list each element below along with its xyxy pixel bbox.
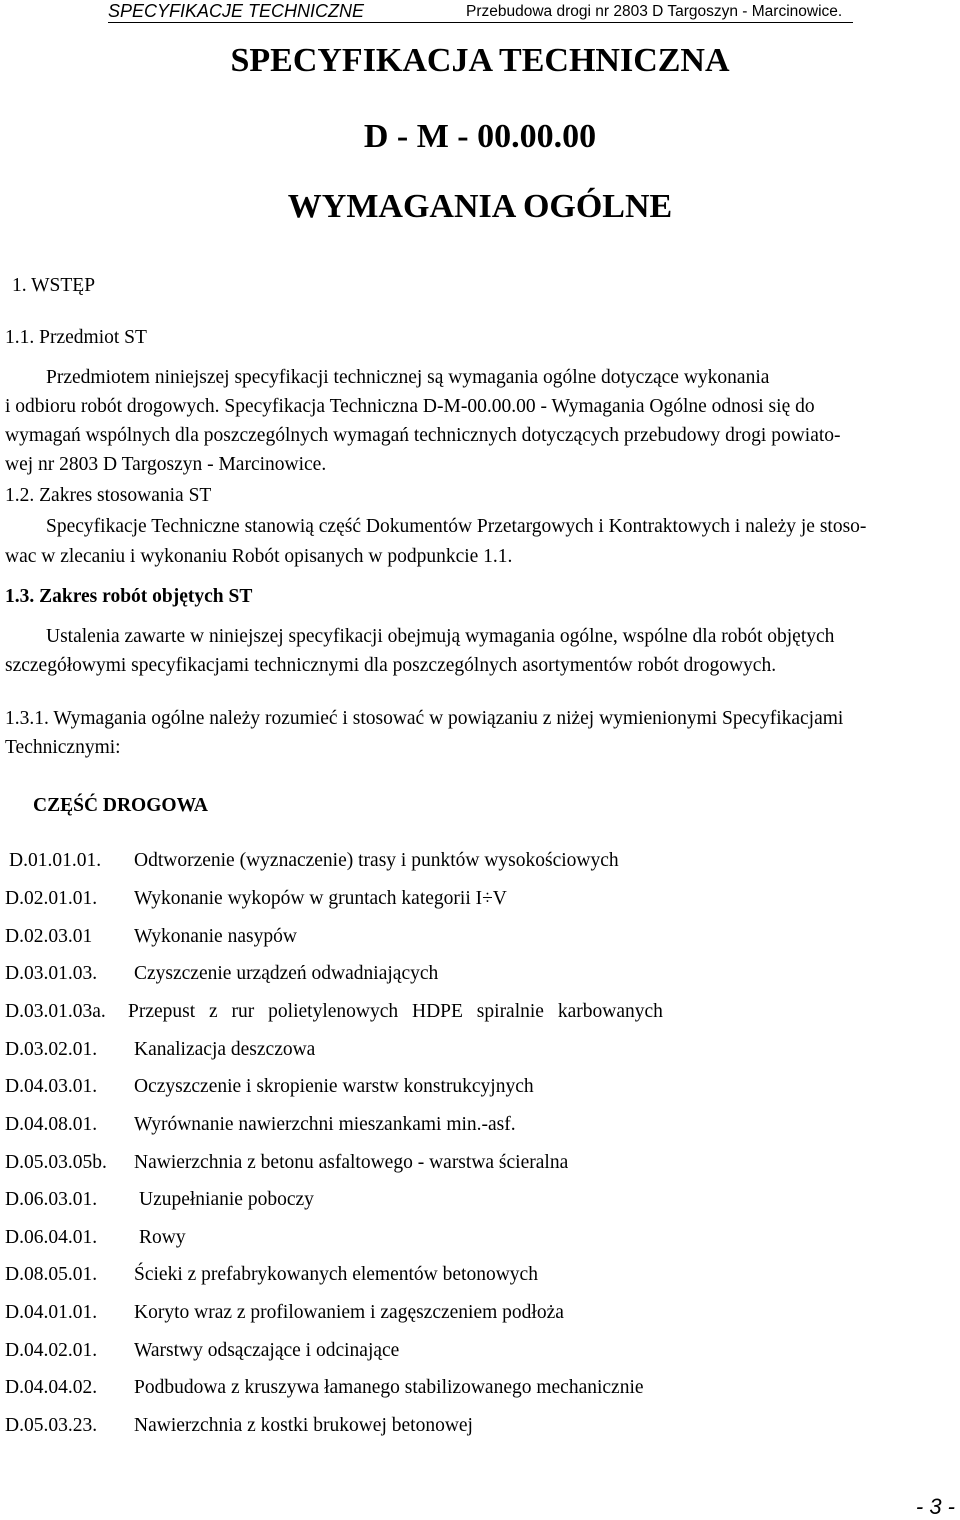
spec-code: D.08.05.01.: [5, 1264, 98, 1285]
section-1-1-line-2: i odbioru robót drogowych. Specyfikacja Techniczna D-M-00.00.00 - Wymagania Ogólne odnosi się do: [5, 396, 815, 417]
spec-description: Czyszczenie urządzeń odwadniających: [134, 963, 439, 984]
spec-description: Kanalizacja deszczowa: [134, 1039, 316, 1060]
document-title: SPECYFIKACJA TECHNICZNA: [230, 42, 730, 79]
section-1-1-line-4: wej nr 2803 D Targoszyn - Marcinowice.: [5, 454, 327, 475]
section-1-1-heading: 1.1. Przedmiot ST: [5, 327, 147, 348]
spec-description: Przepust z rur polietylenowych HDPE spiralnie karbowanych: [128, 1001, 663, 1022]
spec-description: Rowy: [139, 1227, 186, 1248]
spec-description: Warstwy odsączające i odcinające: [134, 1340, 400, 1361]
page-number: - 3 -: [915, 1494, 955, 1519]
spec-code: D - M - 00.00.00: [363, 118, 597, 155]
section-1-2-heading: 1.2. Zakres stosowania ST: [5, 485, 212, 506]
spec-description: Nawierzchnia z betonu asfaltowego - warstwa ścieralna: [134, 1152, 569, 1173]
spec-description: Wyrównanie nawierzchni mieszankami min.-asf.: [134, 1114, 516, 1135]
spec-code: D.02.01.01.: [5, 888, 98, 909]
spec-code: D.06.04.01.: [5, 1227, 98, 1248]
section-1-3-heading: 1.3. Zakres robót objętych ST: [5, 586, 253, 607]
part-heading: CZĘŚĆ DROGOWA: [33, 795, 208, 816]
spec-code: D.03.01.03.: [5, 963, 98, 984]
page-header: [0, 0, 960, 24]
spec-description: Wykonanie nasypów: [134, 926, 297, 947]
header-underline: [108, 22, 853, 23]
spec-description: Wykonanie wykopów w gruntach kategorii I÷V: [134, 888, 507, 909]
spec-code: D.04.08.01.: [5, 1114, 98, 1135]
section-1-heading: 1. WSTĘP: [12, 275, 96, 296]
spec-description: Odtworzenie (wyznaczenie) trasy i punktów wysokościowych: [134, 850, 619, 871]
spec-code: D.05.03.23.: [5, 1415, 98, 1436]
spec-description: Ścieki z prefabrykowanych elementów betonowych: [134, 1264, 538, 1285]
spec-code: D.02.03.01: [5, 926, 93, 947]
section-1-1-line-1: Przedmiotem niniejszej specyfikacji technicznej są wymagania ogólne dotyczące wykonania: [46, 367, 770, 388]
spec-code: D.04.03.01.: [5, 1076, 98, 1097]
spec-code: D.06.03.01.: [5, 1189, 98, 1210]
spec-subtitle: WYMAGANIA OGÓLNE: [287, 188, 673, 225]
section-1-1-line-3: wymagań wspólnych dla poszczególnych wymagań technicznych dotyczących przebudowy drogi powiato-: [5, 425, 841, 446]
spec-description: Podbudowa z kruszywa łamanego stabilizowanego mechanicznie: [134, 1377, 644, 1398]
spec-code: D.03.01.03a.: [5, 1001, 106, 1022]
header-doc-type: SPECYFIKACJE TECHNICZNE: [108, 1, 365, 21]
section-1-3-1-line-1: 1.3.1. Wymagania ogólne należy rozumieć i stosować w powiązaniu z niżej wymienionymi Specyfikacjami: [5, 708, 844, 729]
spec-code: D.04.04.02.: [5, 1377, 98, 1398]
section-1-2-line-2: wac w zlecaniu i wykonaniu Robót opisanych w podpunkcie 1.1.: [5, 546, 513, 567]
section-1-3-line-1: Ustalenia zawarte w niniejszej specyfikacji obejmują wymagania ogólne, wspólne dla robót objętych: [46, 626, 835, 647]
spec-code: D.04.01.01.: [5, 1302, 98, 1323]
spec-code: D.04.02.01.: [5, 1340, 98, 1361]
spec-code: D.01.01.01.: [9, 850, 102, 871]
spec-code: D.05.03.05b.: [5, 1152, 107, 1173]
section-1-3-1-line-2: Technicznymi:: [5, 737, 121, 758]
spec-description: Koryto wraz z profilowaniem i zagęszczeniem podłoża: [134, 1302, 564, 1323]
spec-code: D.03.02.01.: [5, 1039, 98, 1060]
spec-description: Nawierzchnia z kostki brukowej betonowej: [134, 1415, 473, 1436]
spec-description: Oczyszczenie i skropienie warstw konstrukcyjnych: [134, 1076, 534, 1097]
spec-description: Uzupełnianie poboczy: [139, 1189, 314, 1210]
section-1-2-line-1: Specyfikacje Techniczne stanowią część Dokumentów Przetargowych i Kontraktowych i należy je stoso-: [46, 516, 867, 537]
header-project-name: Przebudowa drogi nr 2803 D Targoszyn - Marcinowice.: [466, 3, 843, 20]
section-1-3-line-2: szczegółowymi specyfikacjami technicznymi dla poszczególnych asortymentów robót drogowych.: [5, 655, 777, 676]
